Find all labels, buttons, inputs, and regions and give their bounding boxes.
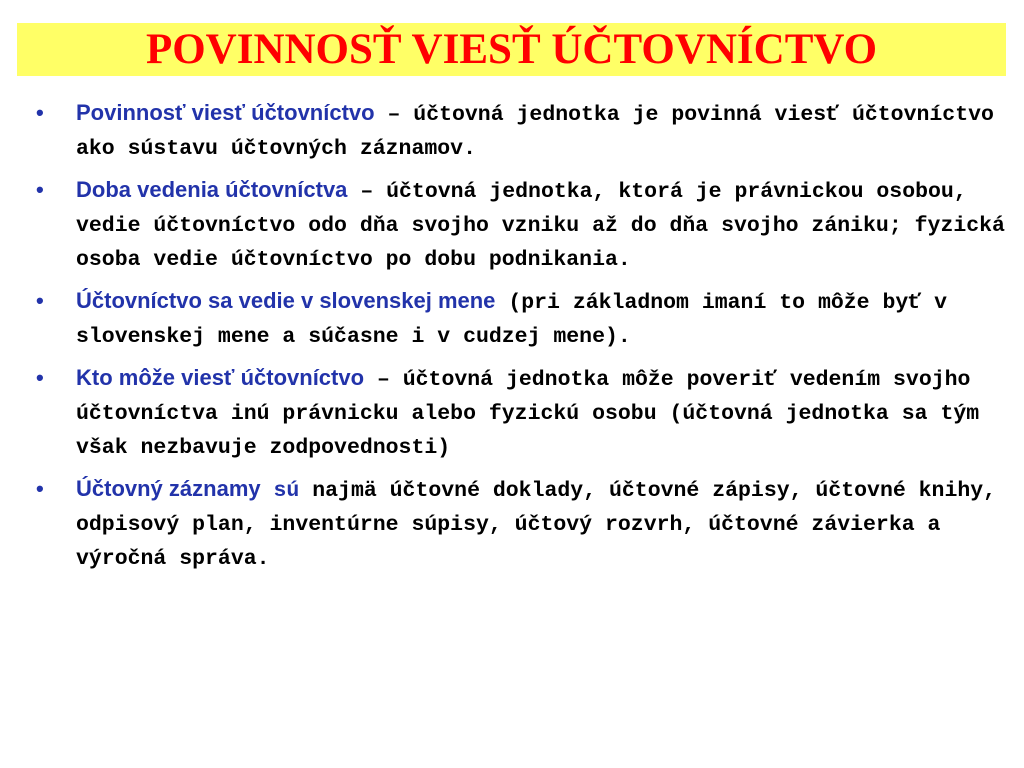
bullet-text: najmä účtovné doklady, účtovné zápisy, účtovné knihy, odpisový plan, inventúrne súpisy, účtový rozvrh, účtovné závierka a výročná správa. (76, 479, 997, 571)
bullet-connector: sú (260, 479, 300, 503)
bullet-text: – účtovná jednotka môže poveriť vedením svojho účtovníctva inú právnicku alebo fyzickú osobu (účtovná jednotka sa tým však nezbavuje zodpovednosti) (76, 368, 980, 460)
bullet-text: – účtovná jednotka je povinná viesť účtovníctvo ako sústavu účtovných záznamov. (76, 103, 994, 161)
bullet-heading: Kto môže viesť účtovníctvo (76, 365, 365, 390)
bullet-item-who-can-keep (0, 361, 1024, 465)
bullet-icon: • (36, 177, 44, 202)
bullet-text: – účtovná jednotka, ktorá je právnickou osobou, vedie účtovníctvo odo dňa svojho vzniku až do dňa svojho zániku; fyzická osoba vedie účtovníctvo po dobu podnikania. (76, 180, 1005, 272)
bullet-item-records (0, 472, 1024, 576)
title-bar (17, 23, 1006, 76)
bullet-icon: • (36, 100, 44, 125)
slide-title: POVINNOSŤ VIESŤ ÚČTOVNÍCTVO (145, 26, 878, 73)
bullet-heading: Povinnosť viesť účtovníctvo (76, 100, 375, 125)
bullet-heading: Účtovníctvo sa vedie v slovenskej mene (76, 288, 496, 313)
bullet-list (0, 96, 1024, 583)
bullet-item-obligation (0, 96, 1024, 166)
bullet-text: (pri základnom imaní to môže byť v slovenskej mene a súčasne i v cudzej mene). (76, 291, 947, 349)
bullet-item-currency (0, 284, 1024, 354)
bullet-heading: Účtovný záznamy (76, 476, 261, 501)
bullet-icon: • (36, 365, 44, 390)
bullet-heading: Doba vedenia účtovníctva (76, 177, 348, 202)
bullet-icon: • (36, 476, 44, 501)
bullet-item-duration (0, 173, 1024, 277)
bullet-icon: • (36, 288, 44, 313)
